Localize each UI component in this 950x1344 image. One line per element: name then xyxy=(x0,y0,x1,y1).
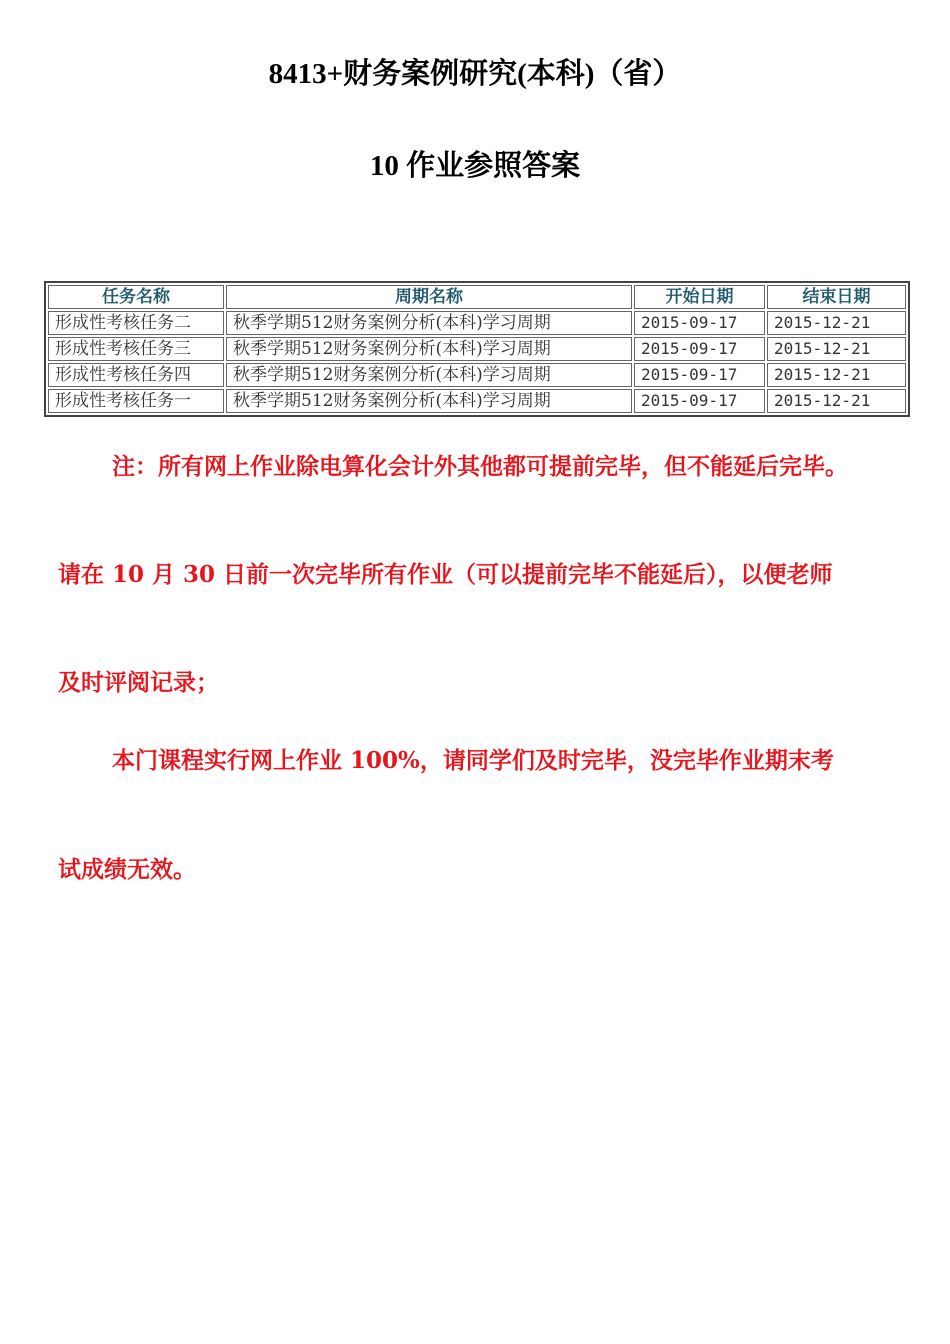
cell-period-name: 秋季学期512财务案例分析(本科)学习周期 xyxy=(226,337,632,361)
note-paragraph-2-continued: 及时评阅记录； xyxy=(58,669,219,696)
table-row xyxy=(48,337,906,361)
header-period-name: 周期名称 xyxy=(226,285,632,309)
table-header-row xyxy=(48,285,906,309)
note-paragraph-2: 请在 10 月 30 日前一次完毕所有作业（可以提前完毕不能延后），以便老师 xyxy=(58,561,833,588)
cell-task-name: 形成性考核任务二 xyxy=(48,311,224,335)
cell-end-date: 2015-12-21 xyxy=(767,311,906,335)
cell-start-date: 2015-09-17 xyxy=(634,363,765,387)
header-task-name: 任务名称 xyxy=(48,285,224,309)
cell-task-name: 形成性考核任务三 xyxy=(48,337,224,361)
header-start-date: 开始日期 xyxy=(634,285,765,309)
table-row xyxy=(48,389,906,413)
table-row xyxy=(48,311,906,335)
note-paragraph-3: 本门课程实行网上作业 100%，请同学们及时完毕，没完毕作业期末考 xyxy=(112,747,834,774)
document-subtitle: 10 作业参照答案 xyxy=(369,150,581,182)
note-paragraph-3-continued: 试成绩无效。 xyxy=(58,856,196,883)
cell-start-date: 2015-09-17 xyxy=(634,311,765,335)
cell-end-date: 2015-12-21 xyxy=(767,363,906,387)
cell-task-name: 形成性考核任务四 xyxy=(48,363,224,387)
cell-start-date: 2015-09-17 xyxy=(634,337,765,361)
cell-start-date: 2015-09-17 xyxy=(634,389,765,413)
table-row xyxy=(48,363,906,387)
note-paragraph-1: 注：所有网上作业除电算化会计外其他都可提前完毕，但不能延后完毕。 xyxy=(112,453,848,480)
cell-task-name: 形成性考核任务一 xyxy=(48,389,224,413)
cell-end-date: 2015-12-21 xyxy=(767,337,906,361)
task-table xyxy=(44,281,910,417)
cell-period-name: 秋季学期512财务案例分析(本科)学习周期 xyxy=(226,311,632,335)
cell-period-name: 秋季学期512财务案例分析(本科)学习周期 xyxy=(226,389,632,413)
cell-period-name: 秋季学期512财务案例分析(本科)学习周期 xyxy=(226,363,632,387)
cell-end-date: 2015-12-21 xyxy=(767,389,906,413)
document-title: 8413+财务案例研究(本科)（省） xyxy=(268,58,682,90)
header-end-date: 结束日期 xyxy=(767,285,906,309)
